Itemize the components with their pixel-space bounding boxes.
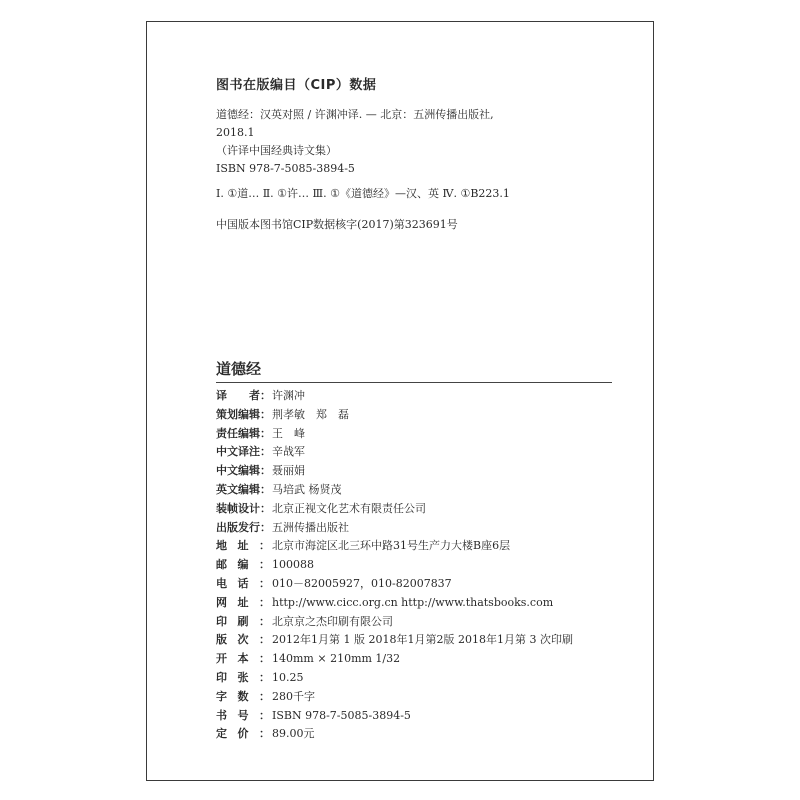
credit-label: 装帧设计： xyxy=(216,501,271,515)
cip-heading: 图书在版编目（CIP）数据 xyxy=(216,78,377,93)
credits-list xyxy=(216,387,573,744)
credit-label: 译 者： xyxy=(216,389,271,402)
credit-label: 定价： xyxy=(216,727,270,741)
credit-row xyxy=(216,443,573,462)
credit-value: 北京京之杰印刷有限公司 xyxy=(272,614,393,628)
credit-value: 马培武 杨贤茂 xyxy=(272,482,342,496)
credit-row xyxy=(216,688,573,707)
credit-value: 聂丽娟 xyxy=(272,464,305,478)
credit-value: 许渊冲 xyxy=(272,389,305,402)
credit-label: 英文编辑： xyxy=(216,482,271,496)
credit-value: 北京正视文化艺术有限责任公司 xyxy=(272,501,426,515)
credit-row xyxy=(216,631,573,650)
credit-row xyxy=(216,406,573,425)
credit-value: 10.25 xyxy=(272,670,304,684)
credit-label: 中文译注： xyxy=(216,445,271,459)
credit-row xyxy=(216,556,573,575)
cip-line-series: （许译中国经典诗文集） xyxy=(216,144,337,157)
credit-label: 地址： xyxy=(216,539,270,553)
credit-value: 010－82005927，010-82007837 xyxy=(272,576,452,590)
credit-row xyxy=(216,650,573,669)
credit-value: 2012年1月第 1 版 2018年1月第2版 2018年1月第 3 次印刷 xyxy=(272,633,573,647)
cip-line-title: 道德经：汉英对照 / 许渊冲译. — 北京：五洲传播出版社, xyxy=(216,108,494,121)
credit-label: 责任编辑： xyxy=(216,426,271,440)
credit-row xyxy=(216,613,573,632)
credit-row xyxy=(216,537,573,556)
credit-label: 出版发行： xyxy=(216,520,271,534)
credit-value: 荆孝敏 郑 磊 xyxy=(272,407,349,421)
credit-row xyxy=(216,519,573,538)
credit-label: 中文编辑： xyxy=(216,464,271,478)
credit-value: ISBN 978-7-5085-3894-5 xyxy=(272,708,411,722)
credit-row xyxy=(216,725,573,744)
credit-value: http://www.cicc.org.cn http://www.thatsbooks.com xyxy=(272,595,554,609)
credit-row xyxy=(216,481,573,500)
credit-value: 89.00元 xyxy=(272,727,315,741)
credit-label: 邮编： xyxy=(216,558,270,572)
credit-value: 100088 xyxy=(272,558,314,572)
credit-row xyxy=(216,575,573,594)
credit-label: 版次： xyxy=(216,633,270,647)
credit-value: 辛战军 xyxy=(272,445,305,459)
credit-row xyxy=(216,669,573,688)
credit-value: 五洲传播出版社 xyxy=(272,520,349,534)
credit-value: 王 峰 xyxy=(272,426,305,440)
credit-label: 开本： xyxy=(216,652,270,666)
credit-row xyxy=(216,387,573,406)
divider xyxy=(216,382,612,383)
credit-label: 印张： xyxy=(216,670,270,684)
credit-value: 140mm × 210mm 1/32 xyxy=(272,652,401,666)
credit-value: 北京市海淀区北三环中路31号生产力大楼B座6层 xyxy=(272,539,511,553)
cip-number: 中国版本图书馆CIP数据核字(2017)第323691号 xyxy=(216,218,458,231)
credit-label: 书号： xyxy=(216,708,270,722)
cip-line-isbn: ISBN 978-7-5085-3894-5 xyxy=(216,162,355,175)
cip-line-year: 2018.1 xyxy=(216,126,255,139)
credit-row xyxy=(216,707,573,726)
credit-label: 字数： xyxy=(216,689,270,703)
credit-row xyxy=(216,500,573,519)
credit-label: 印刷： xyxy=(216,614,270,628)
cip-classification: Ⅰ. ①道… Ⅱ. ①许… Ⅲ. ①《道德经》—汉、英 Ⅳ. ①B223.1 xyxy=(216,187,510,200)
credit-label: 策划编辑： xyxy=(216,407,271,421)
credit-row xyxy=(216,462,573,481)
credit-row xyxy=(216,594,573,613)
credit-label: 电话： xyxy=(216,576,270,590)
cip-record xyxy=(216,106,494,178)
credit-value: 280千字 xyxy=(272,689,315,703)
book-title: 道德经 xyxy=(216,360,262,378)
credit-row xyxy=(216,425,573,444)
credit-label: 网址： xyxy=(216,595,270,609)
